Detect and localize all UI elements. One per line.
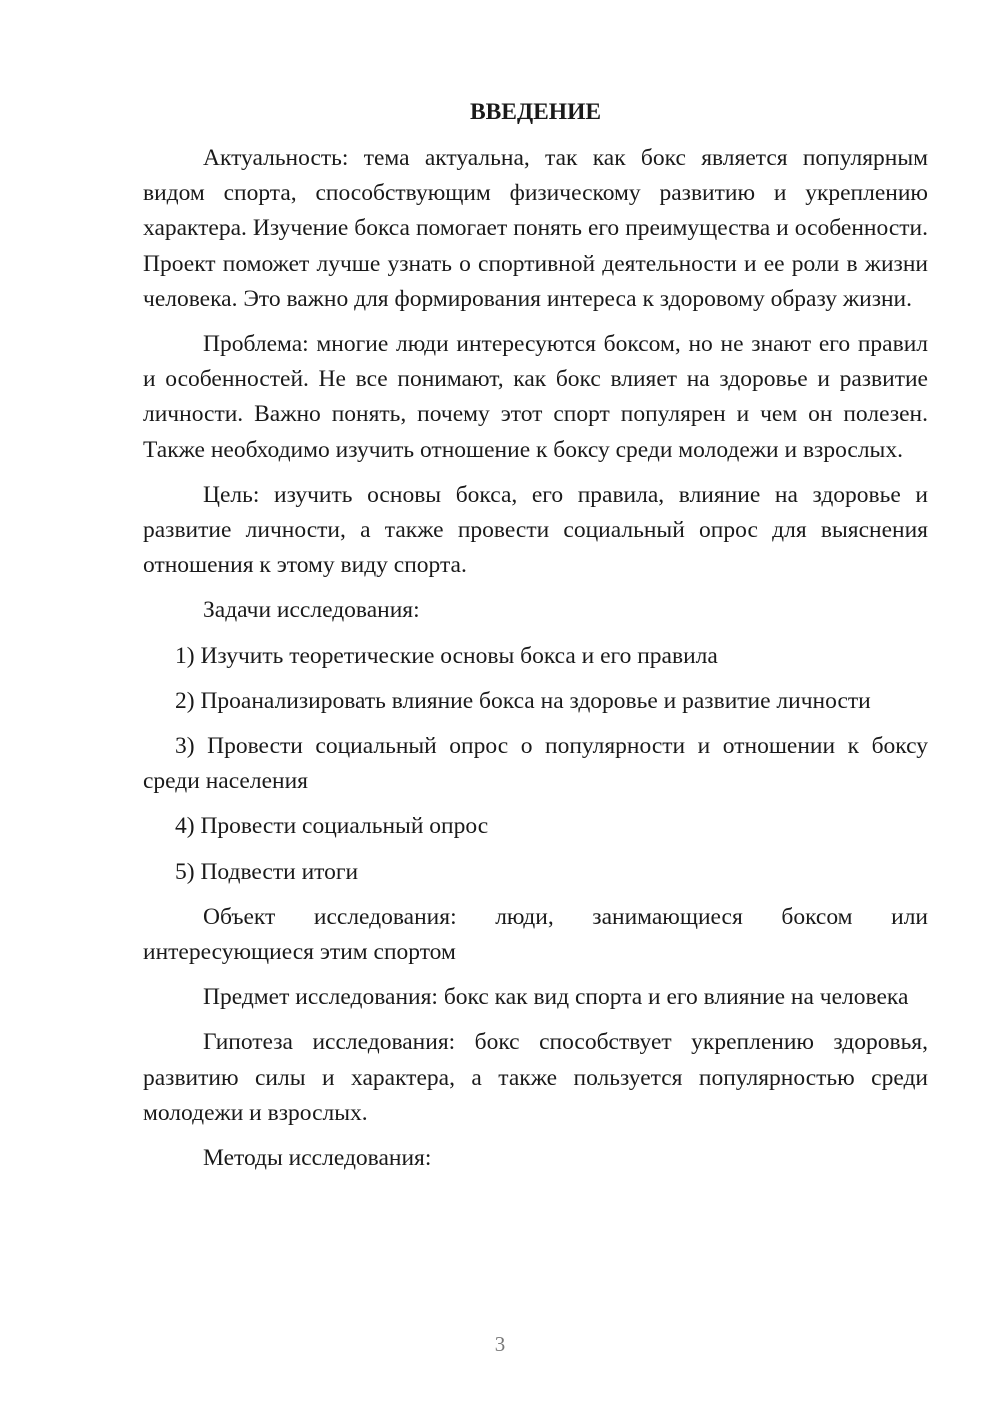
page-number: 3: [494, 1332, 506, 1356]
object-paragraph: Объект исследования: люди, занимающиеся боксом или интересующиеся этим спортом: [143, 903, 928, 966]
document-body: [143, 95, 928, 1186]
hypothesis-paragraph: Гипотеза исследования: бокс способствует укреплению здоровья, развитию силы и характера, а также пользуется популярностью среди молодежи и взрослых.: [143, 1029, 928, 1126]
relevance-paragraph: Актуальность: тема актуальна, так как бокс является популярным видом спорта, способствующим физическому развитию и укреплению характера. Изучение бокса помогает понять его преимущества и особенности. Проект поможет лучше узнать о спортивной деятельности и ее роли в жизни человека. Это важно для формирования интереса к здоровому образу жизни.: [143, 145, 928, 312]
task-item-4: 4) Провести социальный опрос: [175, 813, 489, 840]
task-item-1: 1) Изучить теоретические основы бокса и его правила: [175, 642, 718, 669]
goal-paragraph: Цель: изучить основы бокса, его правила, влияние на здоровье и развитие личности, а также провести социальный опрос для выяснения отношения к этому виду спорта.: [143, 481, 928, 579]
methods-heading: Методы исследования:: [203, 1145, 432, 1172]
subject-paragraph: Предмет исследования: бокс как вид спорта и его влияние на человека: [203, 984, 909, 1011]
tasks-heading: Задачи исследования:: [203, 597, 420, 624]
problem-paragraph: Проблема: многие люди интересуются боксом, но не знают его правил и особенностей. Не все понимают, как бокс влияет на здоровье и развитие личности. Важно понять, почему этот спорт популярен и чем он полезен. Также необходимо изучить отношение к боксу среди молодежи и взрослых.: [143, 331, 928, 463]
task-item-2: 2) Проанализировать влияние бокса на здоровье и развитие личности: [175, 687, 871, 714]
section-heading: ВВЕДЕНИЕ: [469, 99, 602, 125]
task-item-5: 5) Подвести итоги: [175, 858, 359, 885]
task-item-3: 3) Провести социальный опрос о популярности и отношении к боксу среди населения: [143, 733, 928, 795]
